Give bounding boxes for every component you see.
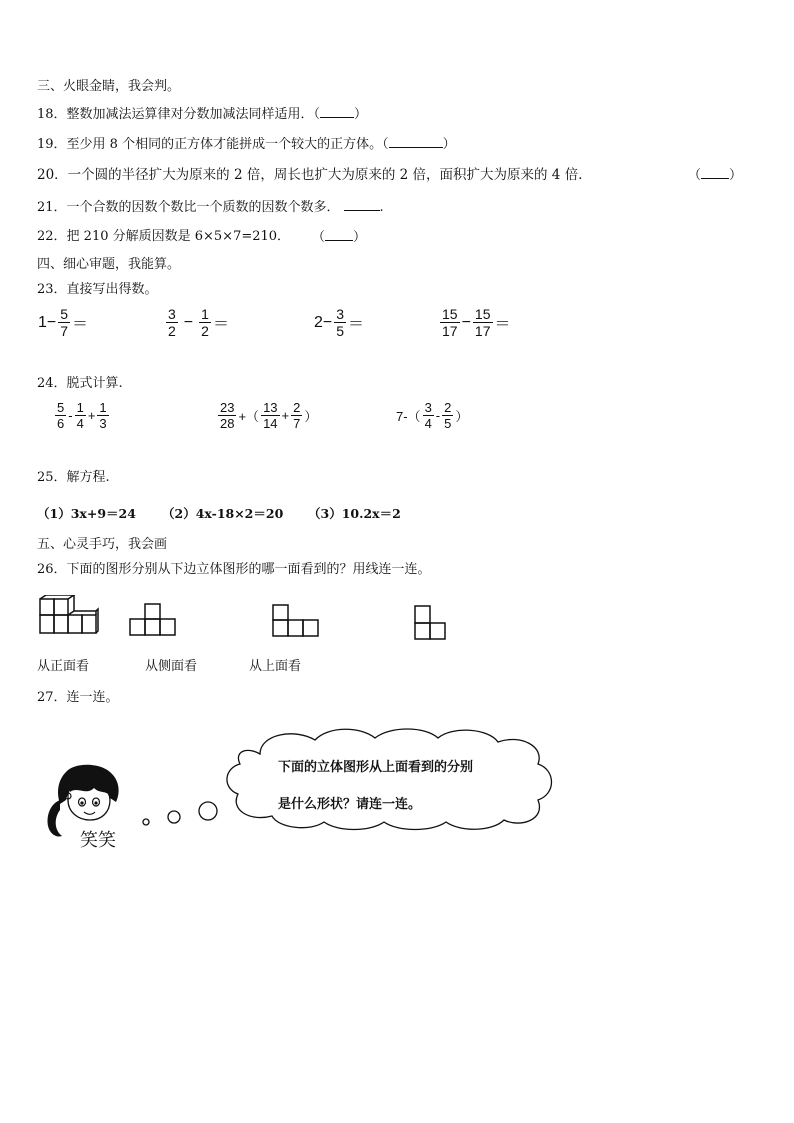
section-4-title: 四、细心审题，我能算。: [37, 257, 181, 272]
equation-3: （3）10.2x＝2: [308, 506, 401, 521]
question-27-title: 27．连一连。: [37, 690, 119, 705]
question-20-answer: （ ）: [688, 168, 743, 183]
fraction: $\frac{15}{17}$: [474, 306, 491, 339]
q23-expression-2: $\frac{3}{2}$ − $\frac{1}{2}$ ＝: [168, 306, 229, 339]
section-5-title: 五、心灵手巧，我会画: [37, 537, 168, 552]
bubble-text-line-2: 是什么形状？请连一连。: [278, 797, 422, 812]
equation-2: （2）4x-18×2＝20: [162, 506, 284, 521]
question-22: [37, 229, 290, 245]
fraction: $\frac{15}{17}$: [442, 306, 458, 339]
fraction: $\frac{23}{28}$: [220, 400, 235, 431]
q24-expression-1: $\frac{5}{6}$ - $\frac{1}{4}$ + $\frac{1}{3}$: [57, 400, 107, 431]
speech-cloud: [220, 724, 560, 834]
fraction: $\frac{13}{14}$: [263, 400, 278, 431]
q23-expression-1: 1− $\frac{5}{7}$ ＝: [38, 306, 89, 339]
solid-figure: [38, 595, 100, 637]
fraction: $\frac{3}{4}$: [424, 400, 432, 431]
q23-expression-4: $\frac{15}{17}$ − $\frac{15}{17}$ ＝: [442, 306, 511, 339]
label-front-view: 从正面看: [37, 659, 90, 674]
question-22-text: 22．把 210 分解质因数是 6×5×7=210．: [37, 229, 291, 244]
girl-name-label: 笑笑: [80, 830, 116, 851]
question-21: 21．一个合数的因数个数比一个质数的因数个数多． .: [37, 200, 384, 215]
question-26-title: 26．下面的图形分别从下边立体图形的哪一面看到的？用线连一连。: [37, 562, 431, 577]
answer-blank-20[interactable]: [701, 167, 729, 179]
bubble-text-line-1: 下面的立体图形从上面看到的分别: [278, 760, 474, 775]
q24-expression-3: 7-（ $\frac{3}{4}$ - $\frac{2}{5}$ ）: [396, 400, 469, 431]
fraction: $\frac{1}{2}$: [201, 306, 209, 339]
view-shape-2: [271, 603, 321, 639]
view-shape-3: [413, 604, 449, 642]
fraction: $\frac{1}{3}$: [99, 400, 107, 431]
question-25-title: 25．解方程.: [37, 470, 110, 485]
question-23-title: 23．直接写出得数。: [37, 282, 158, 297]
answer-blank-18[interactable]: [320, 106, 354, 118]
question-18-text: 18．整数加减法运算律对分数加减法同样适用．（: [37, 107, 321, 122]
question-22-answer: （ ）: [312, 230, 367, 245]
fraction: $\frac{5}{6}$: [57, 400, 65, 431]
question-19: [37, 136, 456, 153]
question-19-close: ）: [442, 137, 456, 152]
question-21-text: 21．一个合数的因数个数比一个质数的因数个数多．: [37, 200, 340, 215]
fraction: $\frac{3}{5}$: [336, 306, 345, 339]
question-24-title: 24．脱式计算.: [37, 376, 123, 391]
equation-1: （1）3x+9＝24: [37, 506, 136, 521]
question-18-close: ）: [354, 107, 368, 122]
label-side-view: 从侧面看: [145, 659, 198, 674]
thought-dots: [138, 798, 222, 830]
fraction: $\frac{3}{2}$: [168, 306, 176, 339]
question-20: [37, 167, 592, 183]
label-top-view: 从上面看: [249, 659, 302, 674]
q23-expression-3: 2− $\frac{3}{5}$ ＝: [314, 306, 365, 339]
answer-blank-22[interactable]: [325, 229, 353, 241]
answer-blank-19[interactable]: [389, 136, 443, 148]
question-20-text: 20．一个圆的半径扩大为原来的 2 倍，周长也扩大为原来的 2 倍，面积扩大为原来的 4 倍．: [37, 167, 592, 183]
question-18: [37, 106, 367, 123]
section-3-title: 三、火眼金睛，我会判。: [37, 79, 181, 94]
fraction: $\frac{2}{7}$: [293, 400, 301, 431]
question-19-text: 19．至少用 8 个相同的正方体才能拼成一个较大的正方体。（: [37, 137, 389, 152]
fraction: $\frac{5}{7}$: [60, 306, 69, 339]
answer-blank-21[interactable]: [344, 199, 380, 211]
fraction: $\frac{1}{4}$: [76, 400, 84, 431]
q24-expression-2: $\frac{23}{28}$ +（ $\frac{13}{14}$ + $\frac{2}{7}$ ）: [220, 400, 318, 431]
view-shape-1: [128, 602, 178, 638]
fraction: $\frac{2}{5}$: [444, 400, 452, 431]
